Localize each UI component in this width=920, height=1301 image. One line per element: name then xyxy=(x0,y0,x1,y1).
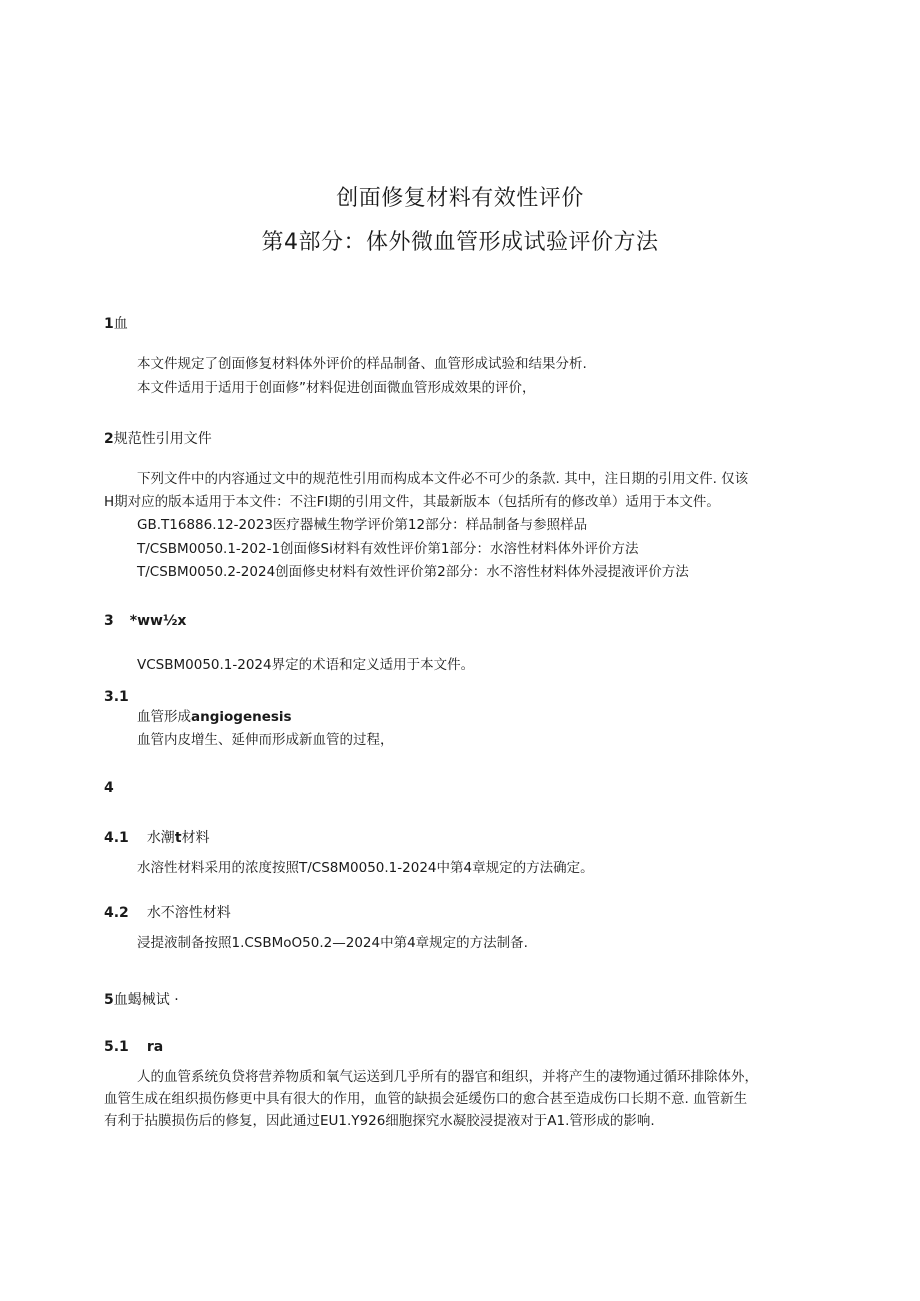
paragraph: 血管生成在组织损伤修更中具有很大的作用，血管的缺损会延缓伤口的愈合甚至造成伤口长期不意. 血管新生 xyxy=(104,1091,748,1107)
section-number: 2 xyxy=(104,431,114,447)
section-title: 规范性引用文件 xyxy=(113,431,212,447)
section-title: 血 xyxy=(113,316,128,332)
subsection-title: ra xyxy=(146,1039,164,1055)
paragraph: H期对应的版本适用于本文件：不注FI期的引用文件，其最新版本（包括所有的修改单）适用于本文件。 xyxy=(104,494,720,510)
subsection-number: 5.1 xyxy=(104,1039,129,1055)
reference-item: T/CSBM0050.2-2024创面修史材料有效性评价第2部分：水不溶性材料体外浸提液评价方法 xyxy=(137,564,689,580)
subsection-number: 4.1 xyxy=(104,830,129,846)
subsection-5-1-heading xyxy=(104,1039,163,1055)
paragraph: 水溶性材料采用的浓度按照T/CS8M0050.1-2024中第4章规定的方法确定。 xyxy=(137,860,594,876)
section-title: *ww½x xyxy=(129,613,187,629)
document-title: 创面修复材料有效性评价 xyxy=(336,186,584,211)
section-4-heading: 4 xyxy=(104,780,114,796)
section-2-heading xyxy=(104,428,212,448)
term-definition: 血管内皮增生、延伸而形成新血管的过程， xyxy=(137,732,394,748)
document-subtitle: 第4部分：体外微血管形成试验评价方法 xyxy=(261,230,659,255)
subsection-number: 4.2 xyxy=(104,905,129,921)
term-english: angiogenesis xyxy=(191,709,292,725)
section-title: 血蝎械试 · xyxy=(113,992,179,1008)
paragraph: 人的血管系统负贷将营养物质和氧气运送到几乎所有的器官和组织，并将产生的凄物通过循环排除体外， xyxy=(137,1069,758,1085)
term-chinese: 血管形成 xyxy=(137,709,191,725)
section-number: 3 xyxy=(104,613,114,629)
subsection-title: 水不溶性材料 xyxy=(146,905,231,921)
paragraph: 浸提液制备按照1.CSBMoO50.2—2024中第4章规定的方法制备. xyxy=(137,935,528,951)
paragraph: 本文件规定了创面修复材料体外评价的样品制备、血管形成试验和结果分析. xyxy=(137,356,587,372)
subsection-3-1-number: 3.1 xyxy=(104,689,129,705)
paragraph: 本文件适用于适用于创面修”材料促进创面微血管形成效果的评价， xyxy=(137,380,536,396)
section-number: 1 xyxy=(104,316,114,332)
subsection-4-2-heading xyxy=(104,902,231,922)
section-3-heading xyxy=(104,613,186,629)
subsection-4-1-heading: 4.1 水潮t材料 xyxy=(104,830,210,846)
reference-item: GB.T16886.12-2023医疗器械生物学评价第12部分：样品制备与参照样品 xyxy=(137,517,588,533)
reference-item: T/CSBM0050.1-202-1创面修Si材料有效性评价第1部分：水溶性材料体外评价方法 xyxy=(137,541,639,557)
term-entry xyxy=(137,711,292,725)
section-1-heading xyxy=(104,313,128,333)
paragraph: 下列文件中的内容通过文中的规范性引用而构成本文件必不可少的条款. 其中，注日期的引用文件. 仅该 xyxy=(137,471,749,487)
paragraph: VCSBM0050.1-2024界定的术语和定义适用于本文件。 xyxy=(137,657,475,673)
section-5-heading xyxy=(104,989,179,1009)
section-number: 5 xyxy=(104,992,114,1008)
paragraph: 有利于拈膜损伤后的修复，因此通过EU1.Y926细胞探究水凝胶浸提液对于A1.管形成的影响. xyxy=(104,1113,655,1129)
